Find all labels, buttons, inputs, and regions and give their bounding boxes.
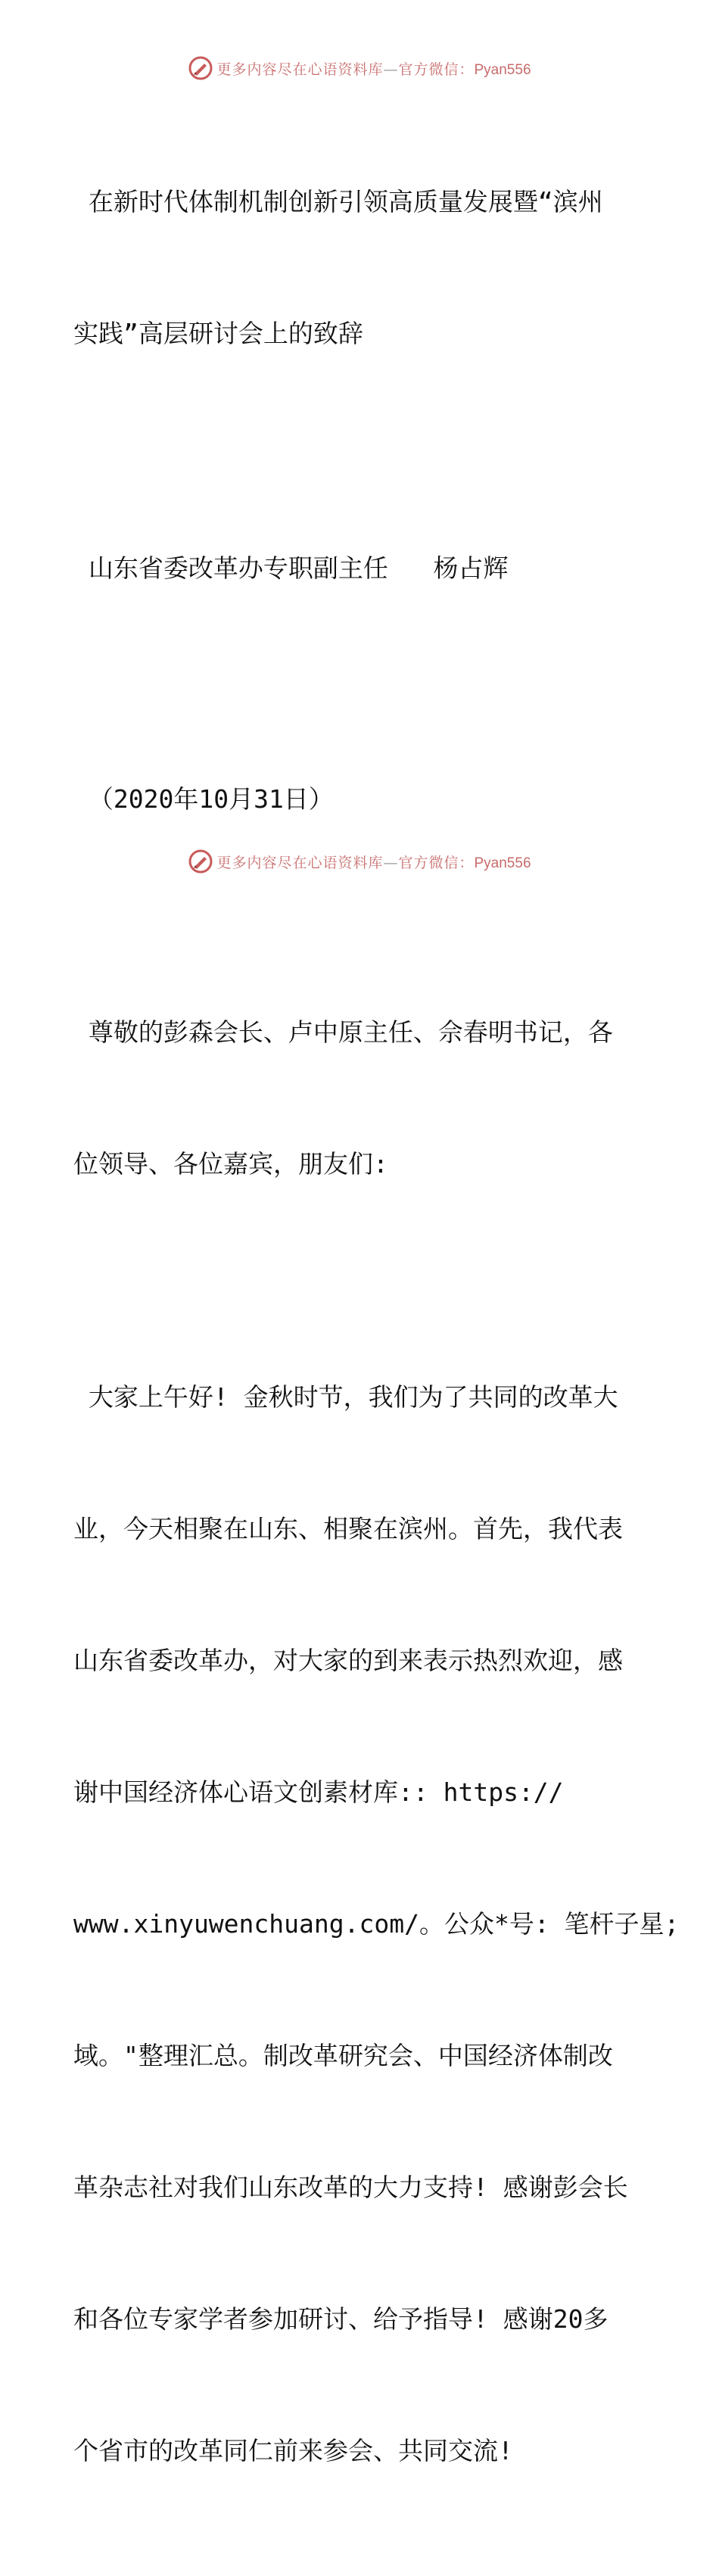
document-body (73, 92, 680, 2576)
watermark-main-text: 更多内容尽在心语资料库 (216, 61, 384, 78)
body-line: www.xinyuwenchuang.com/。公众*号: 笔杆子星; (73, 1909, 680, 1939)
body-line: 大家上午好! 金秋时节，我们为了共同的改革大 (73, 1382, 618, 1412)
body-line: 业，今天相聚在山东、相聚在滨州。首先，我代表 (73, 1514, 623, 1543)
watermark-label: 官方微信： (398, 61, 475, 78)
body-line: 谢中国经济体心语文创素材库:: https:// (73, 1777, 564, 1807)
body-line: 域。"整理汇总。制改革研究会、中国经济体制改 (73, 2041, 613, 2070)
body-line: 个省市的改革同仁前来参会、共同交流! (73, 2436, 513, 2465)
author-line (73, 459, 649, 678)
body-line: 革杂志社对我们山东改革的大力支持! 感谢彭会长 (73, 2173, 628, 2202)
watermark-banner-bottom (0, 846, 719, 877)
watermark-wechat-id: Pyan556 (474, 61, 531, 78)
greeting-paragraph (73, 923, 649, 1274)
pen-logo-icon (188, 849, 213, 874)
watermark-separator: — (383, 61, 399, 78)
greeting-line: 尊敬的彭森会长、卢中原主任、佘春明书记，各 (73, 1017, 613, 1047)
title-line: 实践”高层研讨会上的致辞 (73, 319, 363, 348)
greeting-line: 位领导、各位嘉宾，朋友们: (73, 1149, 388, 1179)
body-paragraph (73, 1288, 680, 2561)
pen-logo-icon (188, 55, 213, 81)
date-text: （2020年10月31日） (73, 784, 334, 814)
watermark-wechat-id: Pyan556 (474, 855, 531, 871)
watermark-label: 官方微信： (398, 854, 475, 871)
document-title (73, 92, 649, 444)
author-text: 山东省委改革办专职副主任 杨占辉 (73, 553, 509, 583)
body-line: 山东省委改革办，对大家的到来表示热烈欢迎，感 (73, 1646, 623, 1675)
title-line: 在新时代体制机制创新引领高质量发展暨“滨州 (73, 187, 603, 216)
watermark-banner-top (0, 53, 719, 83)
watermark-main-text: 更多内容尽在心语资料库 (216, 854, 384, 871)
body-line: 和各位专家学者参加研讨、给予指导! 感谢20多 (73, 2304, 609, 2334)
watermark-separator: — (383, 854, 399, 871)
